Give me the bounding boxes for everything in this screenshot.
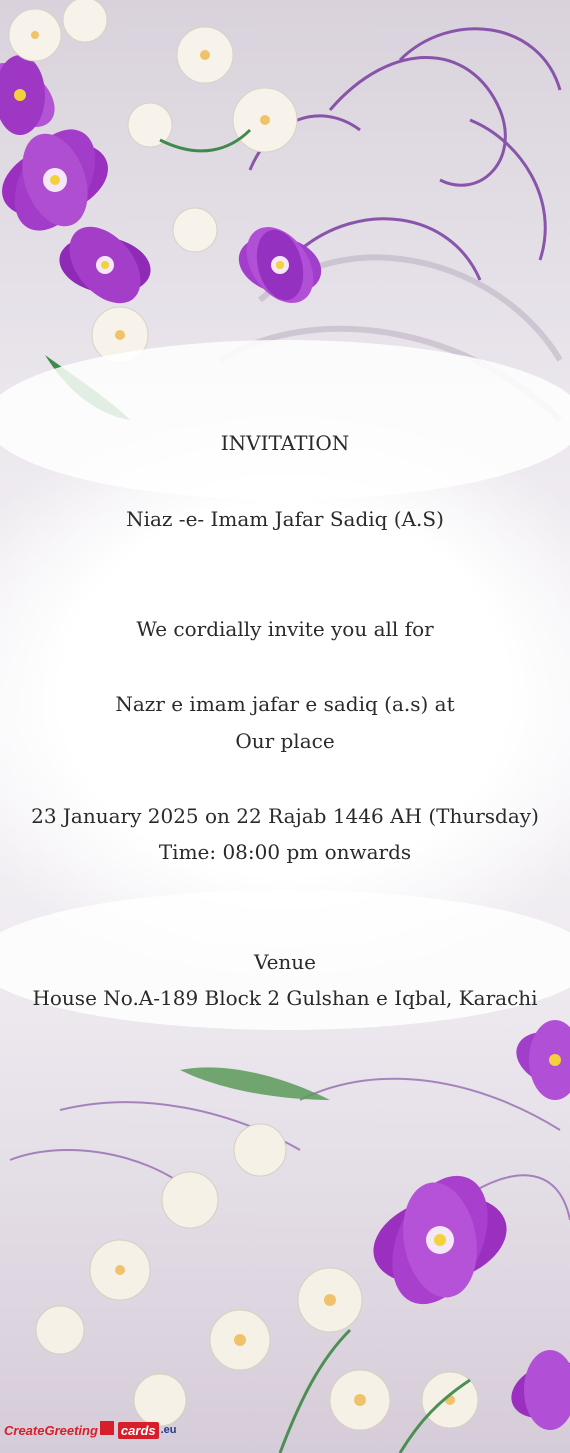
watermark-text-2: cards: [118, 1422, 159, 1439]
bottom-swirls: [10, 1079, 570, 1220]
watermark-logo[interactable]: [4, 1415, 177, 1445]
bottom-right-flowers: [363, 1020, 570, 1430]
venue-label: Venue: [253, 950, 317, 974]
purpose-line: Nazr e imam jafar e sadiq (a.s) at: [115, 692, 455, 716]
invitation-heading: INVITATION: [220, 431, 350, 455]
invite-line: We cordially invite you all for: [136, 617, 434, 641]
watermark-text-1: CreateGreeting: [4, 1422, 98, 1438]
gift-icon: [100, 1421, 114, 1435]
watermark-text-3: .eu: [160, 1424, 177, 1436]
time-line: Time: 08:00 pm onwards: [158, 840, 412, 864]
place-line: Our place: [235, 729, 335, 753]
date-line: 23 January 2025 on 22 Rajab 1446 AH (Thursday): [31, 804, 539, 828]
venue-address: House No.A-189 Block 2 Gulshan e Iqbal, Karachi: [32, 986, 538, 1010]
event-name: Niaz -e- Imam Jafar Sadiq (A.S): [126, 507, 444, 531]
